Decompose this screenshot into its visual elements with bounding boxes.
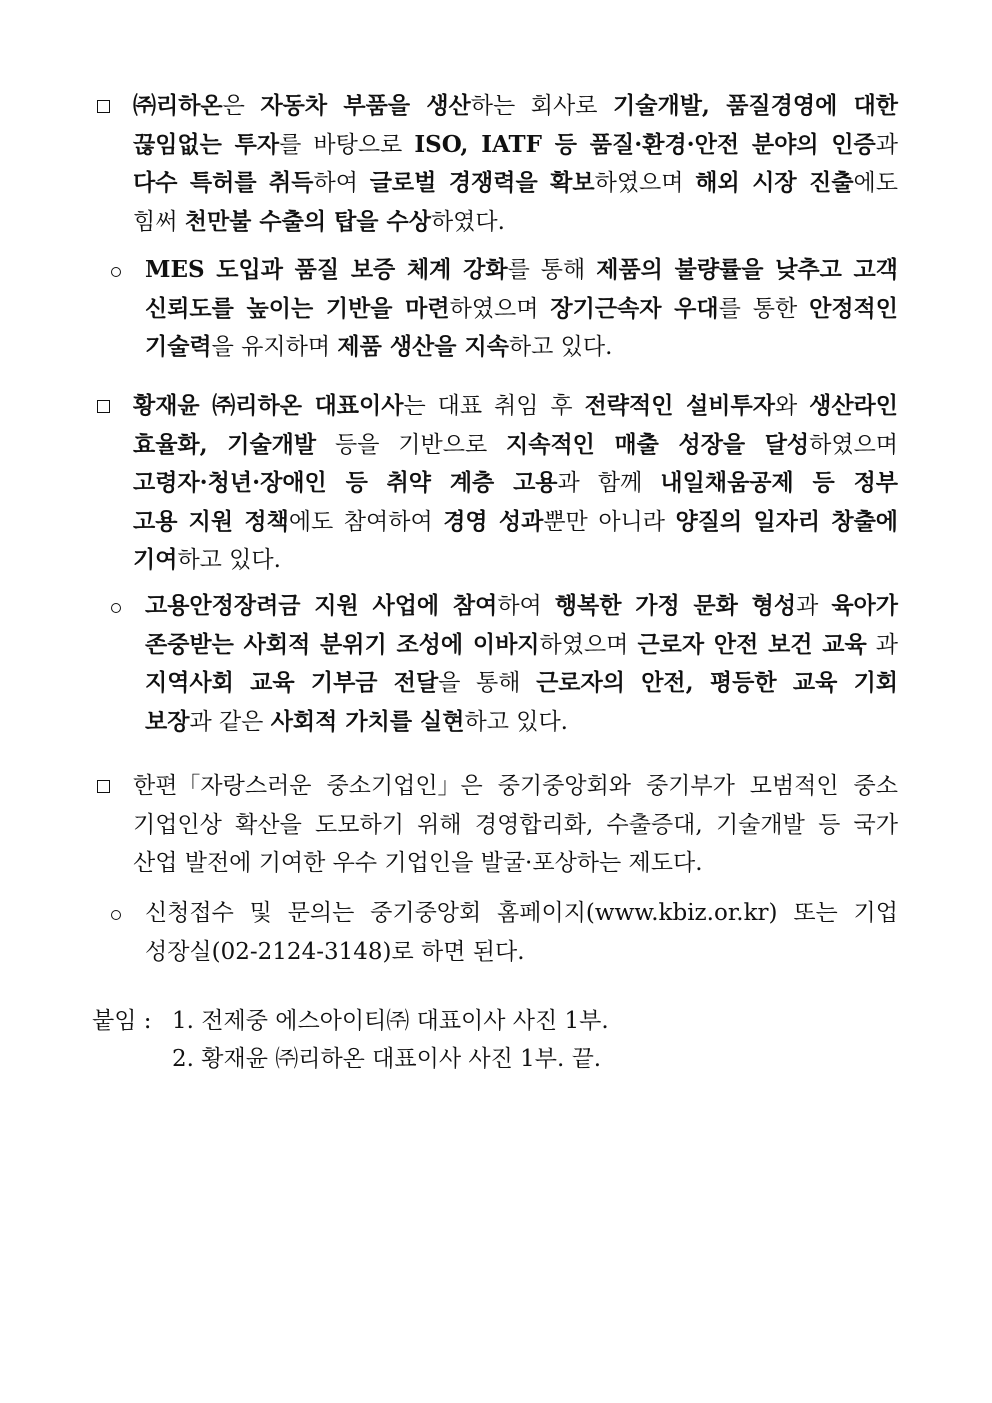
- text-line: [133, 468, 898, 498]
- bold-text: 고용안정장려금 지원 사업에 참여: [145, 592, 498, 619]
- square-bullet-icon: [97, 400, 110, 413]
- text-line: [133, 848, 703, 878]
- text: 에도 참여하여: [288, 508, 444, 535]
- text: 와: [774, 393, 810, 419]
- bold-text: 근로자 안전 보건 교육: [637, 630, 867, 658]
- bold-text: 글로벌 경쟁력을 확보: [369, 169, 595, 196]
- bold-text: ㈜리하온: [133, 92, 223, 119]
- bold-text: 신뢰도를 높이는 기반을 마련: [145, 294, 450, 322]
- bold-text: 사회적 가치를 실현: [270, 707, 465, 735]
- text-line: [133, 545, 281, 575]
- bold-text: 제품 생산을 지속: [337, 333, 509, 360]
- bold-text: 존중받는 사회적 분위기 조성에 이바지: [145, 630, 540, 658]
- text-line: [145, 898, 898, 928]
- text-line: [133, 430, 898, 460]
- text-line: [133, 91, 898, 121]
- text-line: [145, 937, 525, 967]
- text-line: [145, 294, 898, 324]
- bullet-marker: [97, 771, 110, 801]
- attachment-item: 1. 전제중 에스아이티㈜ 대표이사 사진 1부.: [172, 1008, 609, 1034]
- text: 과: [866, 631, 898, 658]
- bold-text: 고용 지원 정책: [133, 507, 289, 535]
- bold-text: 근로자의 안전, 평등한 교육 기회: [536, 669, 899, 696]
- text: 하고 있다.: [508, 334, 613, 360]
- text: 힘써: [133, 208, 185, 235]
- text-line: [145, 668, 898, 698]
- text: 한편「자랑스러운 중소기업인」은 중기중앙회와 중기부가 모범적인 중소: [133, 773, 898, 799]
- bold-text: 보장: [145, 707, 190, 735]
- text: 하고 있다.: [177, 547, 281, 573]
- bold-text: 효율화, 기술개발: [133, 430, 317, 458]
- text: 하여: [497, 593, 555, 619]
- text: 를 바탕으로: [279, 131, 415, 158]
- text: 하고 있다.: [464, 708, 568, 735]
- bold-text: 양질의 일자리 창출에: [675, 507, 898, 535]
- bold-text: 지속적인 매출 성장을 달성: [506, 430, 810, 458]
- text: 하였으며: [449, 295, 551, 322]
- bullet-marker: [111, 898, 121, 928]
- bullet-marker: [111, 591, 121, 621]
- text: 등을 기반으로: [316, 431, 507, 458]
- text: 하였으며: [594, 170, 696, 196]
- bold-text: 행복한 가정 문화 형성: [554, 592, 797, 619]
- text: 과: [796, 593, 832, 619]
- square-bullet-icon: [97, 100, 110, 113]
- bullet-marker: [97, 391, 110, 421]
- text: 을 유지하며: [211, 334, 338, 360]
- bold-text: 고령자·청년·장애인 등 취약 계층 고용: [133, 469, 558, 496]
- text: 신청접수 및 문의는 중기중앙회 홈페이지(www.kbiz.or.kr) 또는 기업: [145, 900, 898, 926]
- text: 하는 회사로: [470, 93, 614, 119]
- bold-text: 다수 특허를 취득: [133, 169, 314, 196]
- text: 에도: [853, 170, 898, 196]
- bold-text: MES 도입과 품질 보증 체계 강화: [145, 256, 508, 283]
- bold-text: 생산라인: [809, 392, 898, 419]
- text: 하였으며: [539, 631, 638, 658]
- bold-text: 내일채움공제 등 정부: [660, 469, 899, 496]
- bold-text: 안정적인: [809, 294, 898, 322]
- text-line: [133, 130, 898, 160]
- text: 성장실(02-2124-3148)로 하면 된다.: [145, 938, 525, 965]
- circle-bullet-icon: [111, 267, 121, 277]
- text: 뿐만 아니라: [543, 508, 676, 535]
- bold-text: 천만불 수출의 탑을 수상: [184, 207, 431, 235]
- text-line: [133, 810, 898, 840]
- bold-text: 지역사회 교육 기부금 전달: [145, 669, 439, 696]
- bullet-marker: [97, 91, 110, 121]
- text: 산업 발전에 기여한 우수 기업인을 발굴·포상하는 제도다.: [133, 850, 703, 876]
- text: 은: [222, 93, 261, 119]
- text: 과 함께: [557, 470, 661, 496]
- bold-text: 해외 시장 진출: [695, 169, 854, 196]
- text: 하여: [313, 170, 370, 196]
- text-line: [145, 332, 612, 362]
- circle-bullet-icon: [111, 603, 121, 613]
- text: 과: [875, 131, 898, 158]
- text: 하였으며: [809, 431, 899, 458]
- square-bullet-icon: [97, 780, 110, 793]
- bold-text: 제품의 불량률을 낮추고 고객: [596, 256, 898, 283]
- bold-text: 장기근속자 우대: [550, 294, 719, 322]
- text-line: [133, 168, 898, 198]
- circle-bullet-icon: [111, 910, 121, 920]
- text: 하였다.: [430, 208, 505, 235]
- text: 를 통해: [507, 257, 597, 283]
- text: 는 대표 취임 후: [403, 393, 585, 419]
- bold-text: 기술력: [145, 333, 212, 360]
- bold-text: 끊임없는 투자: [133, 130, 280, 158]
- text-line: [145, 255, 898, 285]
- text: 기업인상 확산을 도모하기 위해 경영합리화, 수출증대, 기술개발 등 국가: [133, 811, 898, 838]
- attachment-item: 2. 황재윤 ㈜리하온 대표이사 사진 1부. 끝.: [172, 1046, 602, 1072]
- text-line: [133, 207, 505, 237]
- text-line: [145, 591, 898, 621]
- bold-text: 전략적인 설비투자: [584, 392, 775, 419]
- attachments-label: 붙임 :: [92, 1008, 152, 1034]
- bold-text: 황재윤 ㈜리하온 대표이사: [133, 392, 404, 419]
- text: 과 같은: [189, 708, 271, 735]
- text: 을 통해: [438, 670, 537, 696]
- bold-text: 육아가: [831, 592, 898, 619]
- text-line: [133, 391, 898, 421]
- text-line: [133, 771, 898, 801]
- bold-text: 경영 성과: [443, 507, 544, 535]
- bold-text: 자동차 부품을 생산: [260, 92, 471, 119]
- bold-text: 기술개발, 품질경영에 대한: [613, 92, 899, 119]
- text: 를 통한: [718, 295, 810, 322]
- bold-text: ISO, IATF 등 품질·환경·안전 분야의 인증: [414, 130, 876, 158]
- bold-text: 기여: [133, 546, 178, 573]
- text-line: [145, 630, 898, 660]
- bullet-marker: [111, 255, 121, 285]
- text-line: [133, 507, 898, 537]
- text-line: [145, 707, 568, 737]
